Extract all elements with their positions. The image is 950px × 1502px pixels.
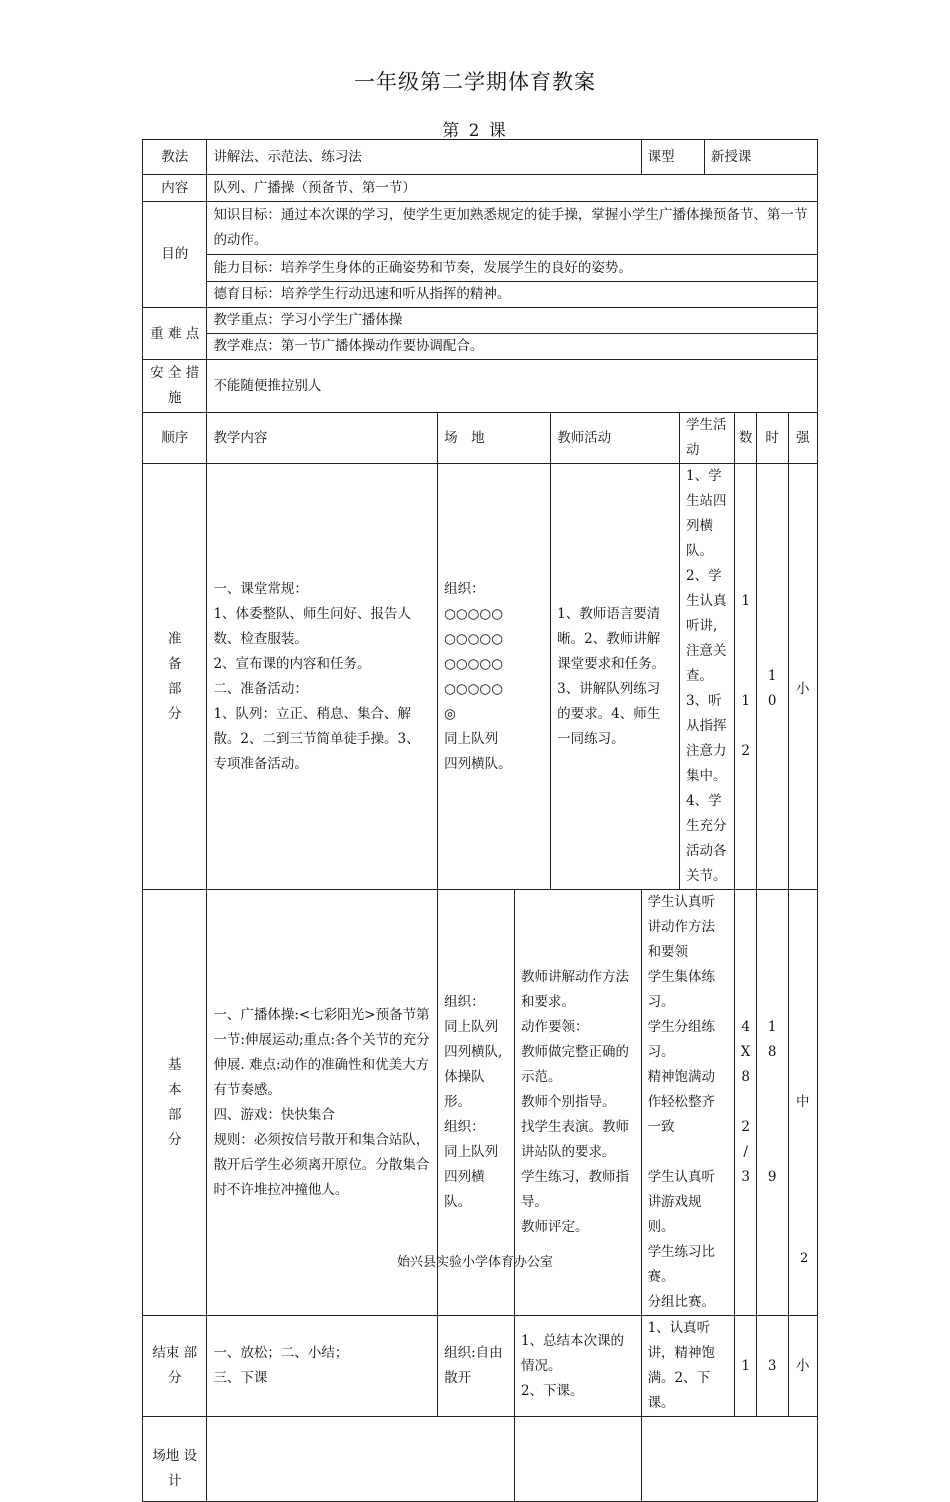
header-teacher: 教师活动 [551, 413, 680, 464]
header-order: 顺序 [143, 413, 207, 464]
venue-cell-3 [641, 1417, 817, 1502]
type-value: 新授课 [704, 140, 817, 175]
safety-label: 安 全 措施 [143, 360, 207, 413]
methods-label: 教法 [143, 140, 207, 175]
basic-intensity: 中 [788, 890, 818, 1316]
goal-moral: 德育目标：培养学生行动迅速和听从指挥的精神。 [207, 282, 818, 308]
key-label: 重 难 点 [143, 308, 207, 360]
content-value: 队列、广播操（预备节、第一节） [207, 175, 818, 202]
footer-text: 始兴县实验小学体育办公室 [396, 1255, 553, 1270]
goal-ability: 能力目标：培养学生身体的正确姿势和节奏，发展学生的良好的姿势。 [207, 255, 818, 282]
basic-label: 基 本 部 分 [143, 890, 207, 1316]
key-point: 教学重点：学习小学生广播体操 [207, 308, 818, 334]
basic-teacher: 教师讲解动作方法和要求。 动作要领： 教师做完整正确的示范。 教师个别指导。 找学生表演。教师讲站队的要求。 学生练习，教师指导。 教师评定。 [514, 890, 641, 1316]
header-time: 时 [756, 413, 788, 464]
basic-content: 一、广播体操:<七彩阳光>预备节第一节:伸展运动;重点:各个关节的充分伸展. 难点:动作的准确性和优美大方有节奏感。 四、游戏：快快集合 规则：必须按信号散开和集合站队，散开后学生必须离开原位。分散集合时不许堆拉冲撞他人。 [207, 890, 438, 1316]
header-content: 教学内容 [207, 413, 438, 464]
header-field: 场 地 [438, 413, 551, 464]
end-time: 3 [756, 1316, 788, 1417]
prep-time: 1 0 [756, 464, 788, 890]
goal-knowledge: 知识目标：通过本次课的学习，使学生更加熟悉规定的徒手操，掌握小学生广播体操预备节、第一节的动作。 [207, 202, 818, 255]
basic-time: 1 8 9 [756, 890, 788, 1316]
goal-label: 目的 [143, 202, 207, 308]
prep-count: 1 1 2 [735, 464, 756, 890]
lesson-number: 第 2 课 [442, 121, 508, 141]
basic-count: 4 X 8 2 / 3 [735, 890, 756, 1316]
end-label: 结束 部分 [143, 1316, 207, 1417]
header-student: 学生活动 [680, 413, 735, 464]
methods-value: 讲解法、示范法、练习法 [207, 140, 641, 175]
end-intensity: 小 [788, 1316, 818, 1417]
prep-label: 准 备 部 分 [143, 464, 207, 890]
header-count: 数 [735, 413, 756, 464]
prep-field: 组织： ○○○○○ ○○○○○ ○○○○○ ○○○○○ ◎ 同上队列 四列横队。 [438, 464, 551, 890]
difficult-point: 教学难点：第一节广播体操动作要协调配合。 [207, 334, 818, 360]
basic-student: 学生认真听讲动作方法和要领 学生集体练习。 学生分组练习。 精神饱满动作轻松整齐一致 学生认真听讲游戏规则。 学生练习比赛。 分组比赛。 [641, 890, 735, 1316]
end-content: 一、放松；二、小结； 三、下课 [207, 1316, 438, 1417]
prep-teacher: 1、教师语言要清晰。2、教师讲解课堂要求和任务。3、讲解队列练习的要求。4、师生一同练习。 [551, 464, 680, 890]
end-field: 组织:自由散开 [438, 1316, 515, 1417]
lesson-plan-table [142, 139, 818, 1502]
venue-cell-2 [514, 1417, 641, 1502]
content-label: 内容 [143, 175, 207, 202]
type-label: 课型 [641, 140, 704, 175]
prep-student: 1、学生站四列横队。2、学生认真听讲,注意关查。3、听从指挥注意力集中。4、学生充分活动各关节。 [680, 464, 735, 890]
prep-content: 一、课堂常规： 1、体委整队、师生问好、报告人数、检查服装。 2、宣布课的内容和任务。 二、准备活动： 1、队列：立正、稍息、集合、解散。2、二到三节简单徒手操。3、专项准备活动。 [207, 464, 438, 890]
venue-cell-1 [207, 1417, 515, 1502]
basic-field: 组织： 同上队列四列横队,体操队形。 组织： 同上队列四列横队。 [438, 890, 515, 1316]
end-count: 1 [735, 1316, 756, 1417]
venue-label: 场地 设计 [143, 1417, 207, 1502]
header-intensity: 强 [788, 413, 818, 464]
safety-value: 不能随便推拉别人 [207, 360, 818, 413]
page-title: 一年级第二学期体育教案 [354, 70, 596, 94]
end-teacher: 1、总结本次课的情况。 2、下课。 [514, 1316, 641, 1417]
prep-intensity: 小 [788, 464, 818, 890]
page-number: 2 [800, 1251, 809, 1266]
end-student: 1、认真听讲，精神饱满。2、下课。 [641, 1316, 735, 1417]
